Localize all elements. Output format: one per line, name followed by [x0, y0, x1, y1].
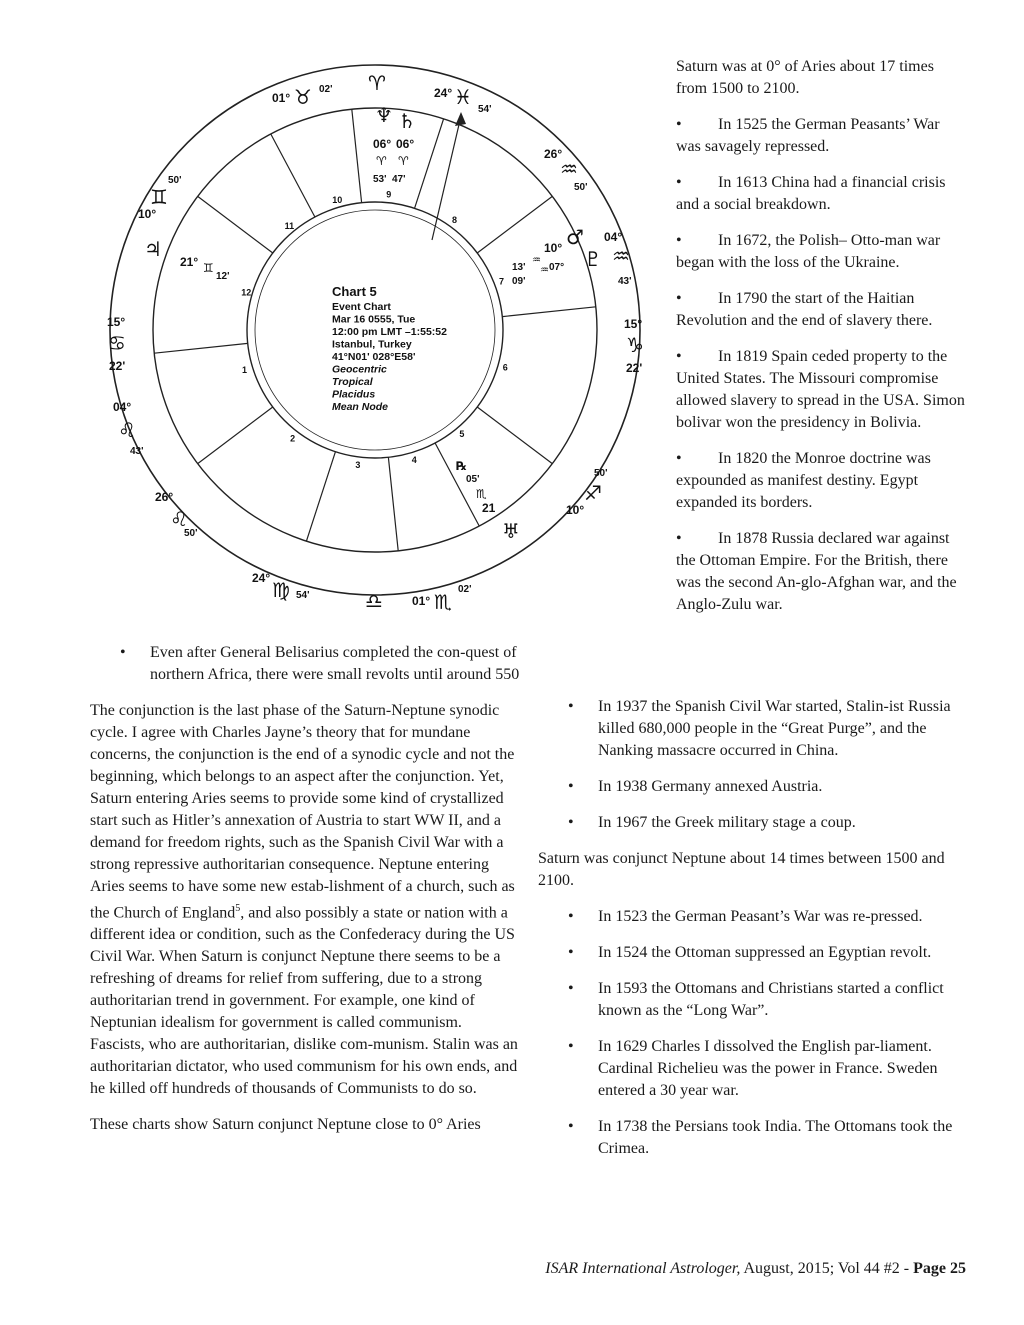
bullet-icon: •	[568, 814, 574, 831]
right-column-lower	[538, 696, 958, 1174]
house-number: 11	[284, 220, 295, 231]
footnote-marker: 5	[235, 903, 241, 914]
mars-icon: ♂	[566, 225, 584, 249]
list-item-text: In 1938 Germany annexed Austria.	[598, 778, 823, 795]
pluto-icon: ♇	[584, 247, 602, 271]
aries-icon-neptune: ♈	[376, 154, 387, 168]
bullet-icon: •	[676, 174, 682, 191]
page-number: Page 25	[913, 1260, 966, 1277]
house-cusp-line	[415, 119, 444, 208]
list-item-text: In 1790 the start of the Haitian Revolution and the end of slavery there.	[676, 290, 933, 329]
list-item	[676, 114, 966, 158]
list-item	[676, 288, 966, 332]
uranus-min: 05'	[466, 474, 480, 485]
list-item	[538, 942, 958, 964]
list-item-text: In 1672, the Polish– Otto-man war began with the loss of the Ukraine.	[676, 232, 941, 271]
bullet-icon: •	[676, 116, 682, 133]
cusp-c8-deg: 10°	[138, 207, 157, 221]
cusp-c9-deg: 01°	[272, 91, 291, 105]
bullet-icon: •	[568, 908, 574, 925]
chart-svg	[100, 60, 660, 620]
list-item-text: In 1613 China had a financial crisis and a social breakdown.	[676, 174, 946, 213]
taurus-icon: ♉	[294, 85, 312, 109]
list-item-text: In 1524 the Ottoman suppressed an Egyptian revolt.	[598, 944, 932, 961]
list-item	[676, 230, 966, 274]
chart-5-wheel	[100, 60, 660, 620]
house-number: 10	[332, 194, 343, 205]
chart-setting-line: Tropical	[332, 376, 373, 388]
left-column	[90, 642, 520, 1150]
list-item	[538, 1036, 958, 1102]
house-number: 5	[459, 429, 465, 440]
list-item	[538, 812, 958, 834]
uranus-deg: 21	[482, 501, 496, 515]
aquarius-icon: ♒	[560, 157, 578, 181]
chart-setting-line: Placidus	[332, 388, 376, 401]
list-item	[676, 448, 966, 514]
list-item	[538, 1116, 958, 1160]
conjunction-paragraph	[90, 700, 520, 1100]
list-item	[538, 776, 958, 798]
house-cusp-line	[154, 343, 247, 353]
pluto-min: 09'	[512, 276, 526, 287]
saturn-min: 47'	[392, 174, 406, 185]
house-number: 6	[502, 362, 508, 373]
cusp-c3-deg: 01°	[412, 594, 431, 608]
house-number: 7	[498, 276, 504, 287]
chart-info-line: Event Chart	[332, 301, 391, 313]
house-cusp-line	[477, 407, 552, 464]
list-item-text: In 1820 the Monroe doctrine was expounded as manifest destiny. Egypt expanded its borders.	[676, 450, 931, 511]
list-item-text: In 1967 the Greek military stage a coup.	[598, 814, 856, 831]
aquarius-icon-pluto: ♒	[540, 265, 549, 276]
neptune-icon: ♆	[375, 103, 393, 127]
bullet-icon: •	[568, 1038, 574, 1055]
list-item-text: In 1629 Charles I dissolved the English par-liament. Cardinal Richelieu was the power in France. Sweden entered a 30 year war.	[598, 1038, 938, 1099]
uranus-icon: ♅	[502, 519, 520, 543]
house-number: 9	[386, 189, 392, 200]
bullet-icon: •	[676, 232, 682, 249]
house-cusp-line	[502, 307, 595, 317]
house-number: 3	[355, 459, 361, 470]
aquarius-icon-2: ♒	[612, 244, 630, 268]
pluto-deg: 07°	[549, 262, 565, 273]
house-cusp-line	[306, 452, 335, 541]
chart-info-line: Istanbul, Turkey	[332, 338, 412, 351]
list-item-text: In 1593 the Ottomans and Christians started a conflict known as the “Long War”.	[598, 980, 944, 1019]
scorpio-icon: ♏	[434, 590, 452, 614]
bullet-icon: •	[568, 980, 574, 997]
house-cusp-line	[477, 196, 552, 253]
gemini-icon-jupiter: ♊	[203, 261, 214, 275]
house-number: 2	[290, 433, 296, 444]
cusp-c5-min: 50'	[184, 528, 198, 539]
house-number: 1	[241, 364, 247, 375]
house-cusp-line	[352, 109, 362, 202]
list-item	[538, 978, 958, 1022]
bullet-icon: •	[676, 290, 682, 307]
retrograde-icon: ℞	[456, 459, 467, 473]
para1-text: The conjunction is the last phase of the Saturn-Neptune synodic cycle. I agree with Charles Jayne’s theory that for mundane concerns, the conjunction is the end of a synodic cycle and not the beginning, which belongs to an aspect after the conjunction. Yet, Saturn entering Aries seems to provide some kind of crystallized start such as Hitler’s annexation of Austria to start WW II, and a demand for freedom rights, such as the Spanish Civil War with a strong repressive authoritarian consequence. Neptune entering Aries seems to have some new estab-lishment of a church, such as the Church of England	[90, 702, 515, 922]
list-item	[676, 528, 966, 616]
cusp-asc-min: 22'	[626, 361, 643, 375]
bullet-icon: •	[120, 644, 126, 661]
cusp-dsc-deg: 15°	[107, 315, 126, 329]
list-item	[538, 696, 958, 762]
jupiter-min: 12'	[216, 271, 230, 282]
house-number: 8	[451, 214, 457, 225]
bullet-icon: •	[568, 698, 574, 715]
cusp-mc-deg: 24°	[434, 86, 453, 100]
house-number: 12	[241, 287, 252, 298]
cusp-asc-deg: 15°	[624, 317, 643, 331]
bullet-icon: •	[676, 530, 682, 547]
list-item-text: In 1819 Spain ceded property to the United States. The Missouri compromise allowed slavery to spread in the USA. Simon bolivar won the presidency in Bolivia.	[676, 348, 965, 431]
charts-paragraph: These charts show Saturn conjunct Neptune close to 0° Aries	[90, 1116, 481, 1134]
leo-icon-2: ♌	[118, 418, 136, 442]
saturn-neptune-paragraph: Saturn was conjunct Neptune about 14 times between 1500 and 2100.	[538, 850, 945, 889]
gemini-icon: ♊	[150, 185, 168, 209]
saturn-icon: ♄	[398, 109, 416, 133]
list-item-text: In 1937 the Spanish Civil War started, Stalin-ist Russia killed 680,000 people in the “Great Purge”, and the Nanking massacre occurred in China.	[598, 698, 951, 759]
chart-setting-line: Mean Node	[332, 401, 389, 413]
cusp-ic-deg: 24°	[252, 571, 271, 585]
issue-info: August, 2015; Vol 44 #2 -	[740, 1260, 914, 1277]
mc-arrowhead	[455, 112, 466, 126]
sagittarius-icon: ♐	[584, 481, 602, 505]
bullet-icon: •	[568, 1118, 574, 1135]
publication-name: ISAR International Astrologer,	[545, 1260, 741, 1277]
house-cusp-line	[198, 196, 273, 253]
house-cusp-line	[388, 457, 398, 550]
cusp-c11-min: 50'	[574, 182, 588, 193]
cusp-c6-deg: 04°	[113, 400, 132, 414]
bullet-icon: •	[676, 348, 682, 365]
neptune-deg: 06°	[373, 137, 392, 151]
para1-end: , and also possibly a state or nation with a different idea or condition, such as the Confederacy during the US Civil War. When Saturn is conjunct Neptune there seems to be a refreshing of dreams for relief from suffering, due to a strong authoritarian trend in government. For example, one kind of Neptunian idealism for government is called communism. Fascists, who are authoritarian, dislike com-munism. Stalin was an authoritarian dictator, who used communism for his own ends, and he killed off hundreds of thousands of Communists to do so.	[90, 904, 518, 1098]
cusp-mc-min: 54'	[478, 104, 492, 115]
cusp-c2-min: 50'	[594, 468, 608, 479]
chart-title: Chart 5	[332, 284, 377, 299]
mars-min: 13'	[512, 262, 526, 273]
aquarius-icon-mars: ♒	[532, 255, 541, 266]
chart-setting-line: Geocentric	[332, 363, 387, 376]
chart-info-line: 12:00 pm LMT –1:55:52	[332, 326, 447, 338]
cusp-c11-deg: 26°	[544, 147, 563, 161]
right-column-upper	[676, 56, 966, 630]
jupiter-deg: 21°	[180, 255, 199, 269]
virgo-icon: ♍	[272, 578, 290, 602]
cusp-dsc-min: 22'	[109, 359, 126, 373]
list-item-text: In 1523 the German Peasant’s War was re-pressed.	[598, 908, 923, 925]
saturn-aries-intro: Saturn was at 0° of Aries about 17 times from 1500 to 2100.	[676, 58, 934, 97]
belisarius-bullet: Even after General Belisarius completed the con-quest of northern Africa, there were small revolts until around 550	[150, 644, 520, 683]
pisces-icon: ♓	[454, 85, 472, 109]
bullet-icon: •	[568, 778, 574, 795]
bullet-icon: •	[568, 944, 574, 961]
list-item-text: In 1878 Russia declared war against the Ottoman Empire. For the British, there was the second An-glo-Afghan war, and the Anglo-Zulu war.	[676, 530, 957, 613]
list-item	[90, 642, 520, 686]
cusp-c9-min: 02'	[319, 84, 333, 95]
capricorn-icon: ♑	[626, 333, 644, 357]
list-item	[676, 346, 966, 434]
list-item	[538, 906, 958, 928]
cusp-c5-deg: 26°	[155, 490, 174, 504]
cusp-c12-deg: 04°	[604, 230, 623, 244]
page-footer	[545, 1260, 966, 1278]
list-item-text: In 1525 the German Peasants’ War was savagely repressed.	[676, 116, 940, 155]
list-item	[676, 172, 966, 216]
cancer-icon: ♋	[108, 331, 126, 355]
house-cusp-line	[271, 134, 315, 217]
cusp-ic-min: 54'	[296, 590, 310, 601]
leo-icon: ♌	[170, 507, 188, 531]
house-cusp-line	[198, 407, 273, 464]
mars-deg: 10°	[544, 241, 563, 255]
chart-info-line: 41°N01' 028°E58'	[332, 351, 416, 363]
aries-icon-saturn: ♈	[398, 154, 409, 168]
cusp-c12-min: 43'	[618, 276, 632, 287]
cusp-c2-deg: 10°	[566, 503, 585, 517]
aries-icon: ♈	[368, 71, 386, 95]
neptune-min: 53'	[373, 174, 387, 185]
jupiter-icon: ♃	[144, 237, 162, 261]
cusp-c6-min: 43'	[130, 446, 144, 457]
chart-info-line: Mar 16 0555, Tue	[332, 313, 416, 326]
cusp-c3-min: 02'	[458, 584, 472, 595]
bullet-icon: •	[676, 450, 682, 467]
cusp-c8-min: 50'	[168, 175, 182, 186]
libra-icon: ♎	[365, 589, 383, 613]
saturn-deg: 06°	[396, 137, 415, 151]
scorpio-icon-uranus: ♏	[476, 487, 487, 501]
house-number: 4	[411, 455, 417, 466]
list-item-text: In 1738 the Persians took India. The Ottomans took the Crimea.	[598, 1118, 953, 1157]
